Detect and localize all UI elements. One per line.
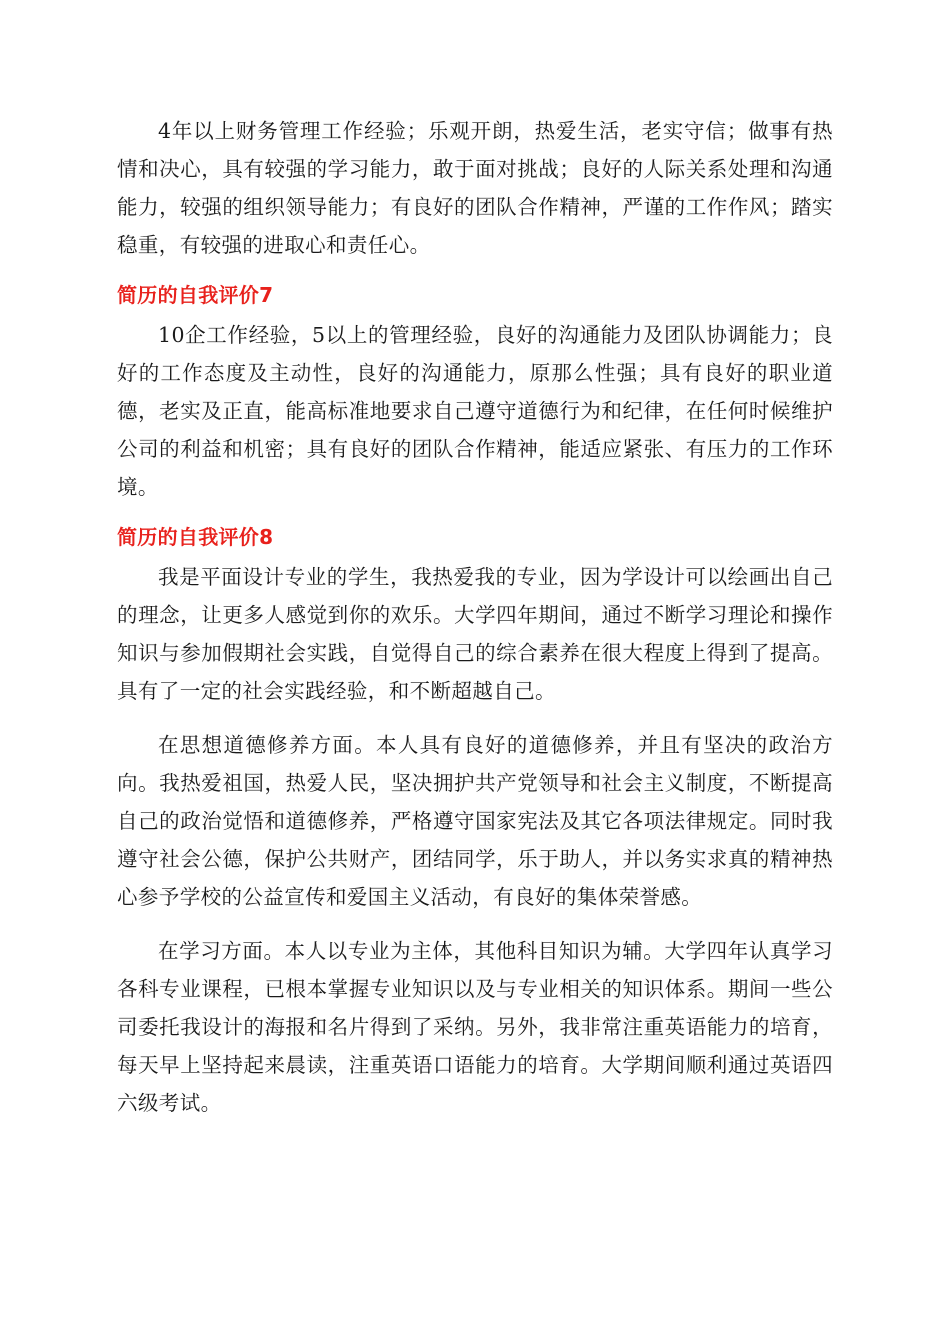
- spacer: [117, 264, 833, 280]
- intro-paragraph: 4年以上财务管理工作经验；乐观开朗，热爱生活，老实守信；做事有热情和决心，具有较强的学习能力，敢于面对挑战；良好的人际关系处理和沟通能力，较强的组织领导能力；有良好的团队合作精神，严谨的工作作风；踏实稳重，有较强的进取心和责任心。: [117, 119, 833, 257]
- section-7-paragraph: 10企工作经验，5以上的管理经验，良好的沟通能力及团队协调能力；良好的工作态度及主动性，良好的沟通能力，原那么性强；具有良好的职业道德，老实及正直，能高标准地要求自己遵守道德行为和纪律，在任何时候维护公司的利益和机密；具有良好的团队合作精神，能适应紧张、有压力的工作环境。: [117, 323, 833, 499]
- section-8-paragraph-2: 在思想道德修养方面。本人具有良好的道德修养，并且有坚决的政治方向。我热爱祖国，热爱人民，坚决拥护共产党领导和社会主义制度，不断提高自己的政治觉悟和道德修养，严格遵守国家宪法及其它各项法律规定。同时我遵守社会公德，保护公共财产，团结同学，乐于助人，并以务实求真的精神热心参予学校的公益宣传和爱国主义活动，有良好的集体荣誉感。: [117, 733, 833, 909]
- section-heading-8: 简历的自我评价8: [117, 525, 274, 549]
- spacer: [117, 506, 833, 522]
- document-page: [117, 112, 833, 1122]
- spacer: [117, 710, 833, 726]
- spacer: [117, 916, 833, 932]
- section-8-paragraph-1: 我是平面设计专业的学生，我热爱我的专业，因为学设计可以绘画出自己的理念，让更多人感觉到你的欢乐。大学四年期间，通过不断学习理论和操作知识与参加假期社会实践，自觉得自己的综合素养在很大程度上得到了提高。具有了一定的社会实践经验，和不断超越自己。: [117, 565, 833, 703]
- section-heading-7: 简历的自我评价7: [117, 283, 274, 307]
- section-8-paragraph-3: 在学习方面。本人以专业为主体，其他科目知识为辅。大学四年认真学习各科专业课程，已根本掌握专业知识以及与专业相关的知识体系。期间一些公司委托我设计的海报和名片得到了采纳。另外，我非常注重英语能力的培育，每天早上坚持起来晨读，注重英语口语能力的培育。大学期间顺利通过英语四六级考试。: [117, 939, 833, 1115]
